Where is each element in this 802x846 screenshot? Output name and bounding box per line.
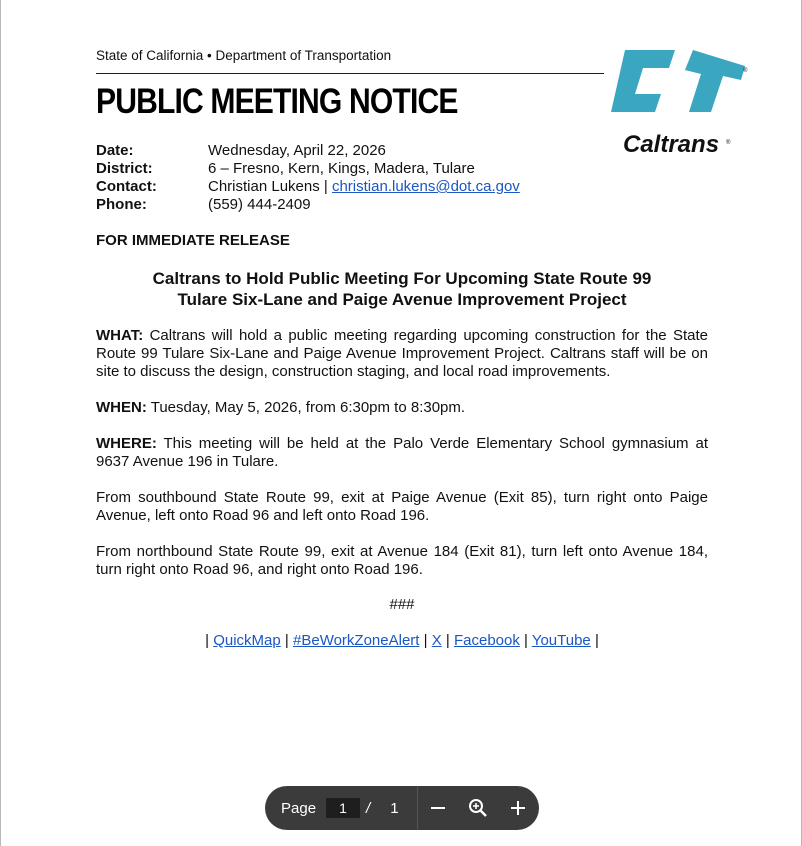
- header-rule: [96, 73, 604, 74]
- plus-icon: [510, 800, 526, 816]
- total-pages: 1: [390, 799, 399, 817]
- where-label: WHERE:: [96, 435, 157, 452]
- southbound-directions: From southbound State Route 99, exit at Paige Avenue (Exit 85), turn right onto Paige Avenue, left onto Road 96 and left onto Road 196.: [96, 489, 708, 524]
- magnifier-icon: [468, 798, 488, 818]
- meta-row-district: [96, 160, 520, 178]
- meta-row-contact: [96, 178, 520, 196]
- when-paragraph: [96, 399, 708, 417]
- when-label: WHEN:: [96, 399, 147, 416]
- agency-header: State of California • Department of Transportation: [96, 48, 392, 63]
- contact-email-link[interactable]: christian.lukens@dot.ca.gov: [331, 178, 520, 195]
- x-link[interactable]: X: [431, 632, 442, 649]
- meta-value: (559) 444-2409: [208, 196, 311, 213]
- meta-row-phone: [96, 196, 520, 214]
- link-separator: |: [205, 632, 210, 649]
- pdf-toolbar: [265, 786, 539, 830]
- zoom-out-button[interactable]: [418, 786, 458, 830]
- press-headline: [96, 268, 708, 310]
- what-paragraph: [96, 327, 713, 381]
- meta-label: Contact:: [96, 178, 157, 195]
- meta-row-date: [96, 142, 520, 160]
- caltrans-logo: [605, 46, 751, 156]
- page-separator: /: [366, 799, 371, 817]
- svg-text:®: ®: [743, 68, 748, 74]
- where-text: This meeting will be held at the Palo Verde Elementary School gymnasium at 9637 Avenue 196 in Tulare.: [96, 435, 713, 470]
- quickmap-link[interactable]: QuickMap: [213, 632, 281, 649]
- when-text: Tuesday, May 5, 2026, from 6:30pm to 8:30pm.: [146, 399, 466, 416]
- end-mark: ###: [389, 596, 415, 613]
- northbound-directions: From northbound State Route 99, exit at Avenue 184 (Exit 81), turn left onto Avenue 184, turn right onto Road 96, and right onto Road 196.: [96, 543, 708, 578]
- link-separator: |: [423, 632, 428, 649]
- meta-label: Date:: [96, 142, 134, 159]
- youtube-link[interactable]: YouTube: [531, 632, 591, 649]
- logo-wordmark: Caltrans: [623, 131, 720, 156]
- what-text: Caltrans will hold a public meeting regarding upcoming construction for the State Route 99 Tulare Six-Lane and Paige Avenue Improvement Project. Caltrans staff will be on site to discuss the design, construction staging, and local road improvements.: [96, 327, 713, 380]
- meta-value: 6 – Fresno, Kern, Kings, Madera, Tulare: [208, 160, 475, 177]
- facebook-link[interactable]: Facebook: [453, 632, 520, 649]
- link-separator: |: [524, 632, 528, 649]
- contact-block: [96, 142, 520, 214]
- meta-value: [208, 178, 520, 196]
- release-label: FOR IMMEDIATE RELEASE: [96, 232, 290, 249]
- headline-line-2: Tulare Six-Lane and Paige Avenue Improvement Project: [177, 290, 627, 309]
- minus-icon: [430, 800, 446, 816]
- meta-label: District:: [96, 160, 153, 177]
- link-separator: |: [445, 632, 450, 649]
- contact-name: Christian Lukens |: [208, 178, 332, 195]
- where-paragraph: [96, 435, 713, 471]
- meta-value: Wednesday, April 22, 2026: [208, 142, 386, 159]
- page-label: Page: [281, 799, 317, 817]
- what-label: WHAT:: [96, 327, 144, 344]
- svg-text:®: ®: [726, 140, 731, 146]
- headline-line-1: Caltrans to Hold Public Meeting For Upcoming State Route 99: [152, 269, 652, 288]
- zoom-in-button[interactable]: [498, 786, 538, 830]
- beworkzonealert-link[interactable]: #BeWorkZoneAlert: [293, 632, 420, 649]
- zoom-fit-button[interactable]: [458, 786, 498, 830]
- page-number-input[interactable]: 1: [326, 798, 360, 818]
- notice-title: PUBLIC MEETING NOTICE: [96, 82, 458, 121]
- link-separator: |: [284, 632, 289, 649]
- footer-links: [96, 632, 708, 649]
- link-separator: |: [594, 632, 599, 649]
- meta-label: Phone:: [96, 196, 147, 213]
